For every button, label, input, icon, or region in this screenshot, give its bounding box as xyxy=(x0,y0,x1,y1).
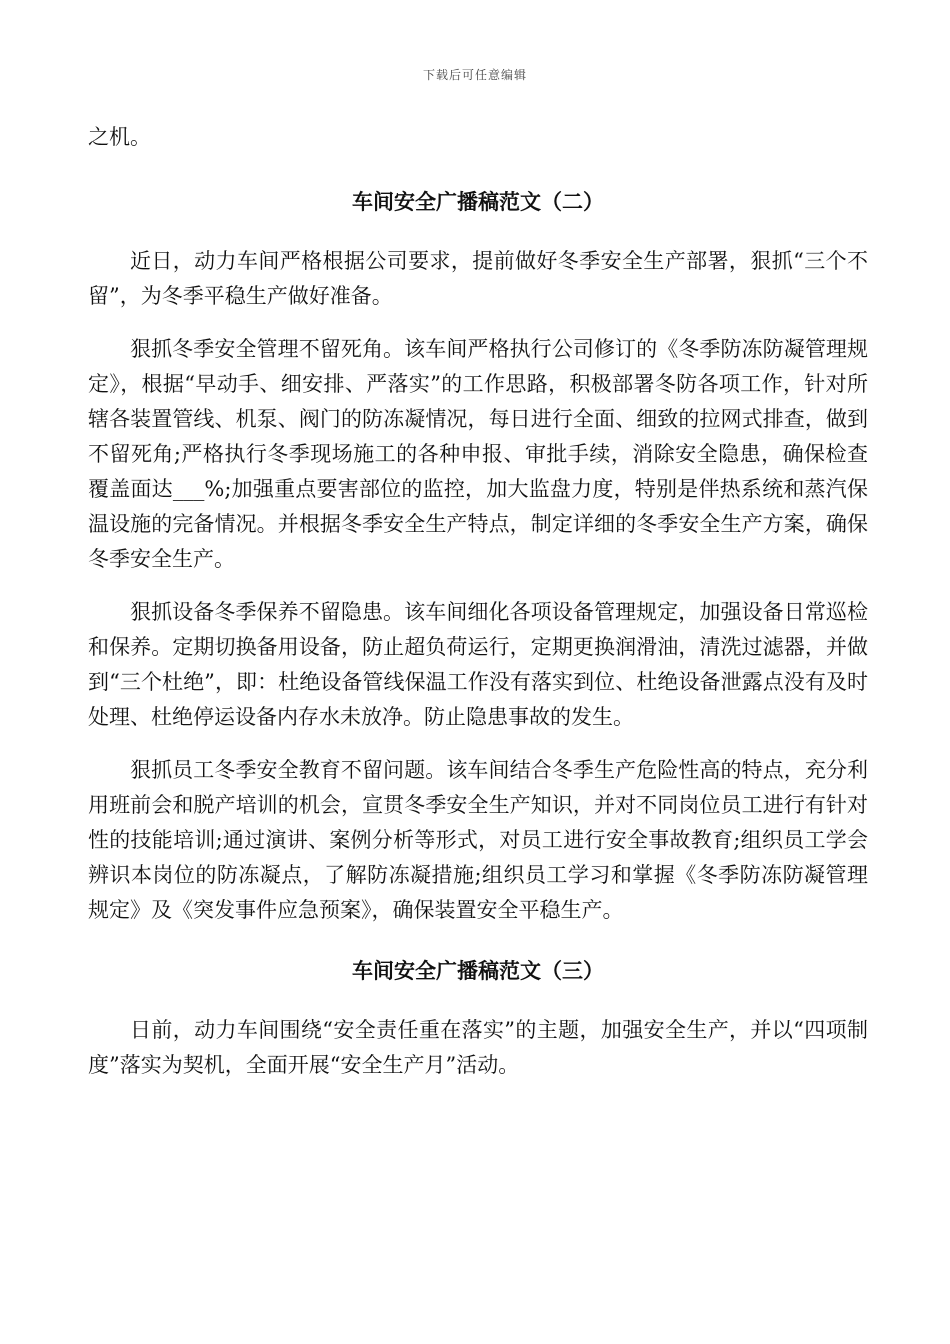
paragraph: 日前，动力车间围绕“安全责任重在落实”的主题，加强安全生产，并以“四项制度”落实为契机，全面开展“安全生产月”活动。 xyxy=(88,1018,868,1077)
paragraph: 狠抓冬季安全管理不留死角。该车间严格执行公司修订的《冬季防冻防凝管理规定》，根据“早动手、细安排、严落实”的工作思路，积极部署冬防各项工作，针对所辖各装置管线、机泵、阀门的防冻凝情况，每日进行全面、细致的拉网式排查，做到不留死角;严格执行冬季现场施工的各种申报、审批手续，消除安全隐患，确保检查覆盖面达___%;加强重点要害部位的监控，加大监盘力度，特别是伴热系统和蒸汽保温设施的完备情况。并根据冬季安全生产特点，制定详细的冬季安全生产方案，确保冬季安全生产。 xyxy=(88,337,868,571)
paragraph: 狠抓员工冬季安全教育不留问题。该车间结合冬季生产危险性高的特点，充分利用班前会和脱产培训的机会，宣贯冬季安全生产知识，并对不同岗位员工进行有针对性的技能培训;通过演讲、案例分析等形式，对员工进行安全事故教育;组织员工学会辨识本岗位的防冻凝点，了解防冻凝措施;组织员工学习和掌握《冬季防冻防凝管理规定》及《突发事件应急预案》，确保装置安全平稳生产。 xyxy=(88,758,868,922)
document-body xyxy=(88,120,868,1101)
section-title-2: 车间安全广播稿范文（二） xyxy=(352,190,604,214)
continuation-text: 之机。 xyxy=(88,125,151,149)
paragraph: 狠抓设备冬季保养不留隐患。该车间细化各项设备管理规定，加强设备日常巡检和保养。定期切换备用设备，防止超负荷运行，定期更换润滑油，清洗过滤器，并做到“三个杜绝”，即：杜绝设备管线保温工作没有落实到位、杜绝设备泄露点没有及时处理、杜绝停运设备内存水未放净。防止隐患事故的发生。 xyxy=(88,600,868,729)
section-title-3: 车间安全广播稿范文（三） xyxy=(352,959,604,983)
paragraph: 近日，动力车间严格根据公司要求，提前做好冬季安全生产部署，狠抓“三个不留”，为冬季平稳生产做好准备。 xyxy=(88,249,868,308)
header-note: 下载后可任意编辑 xyxy=(422,68,527,82)
